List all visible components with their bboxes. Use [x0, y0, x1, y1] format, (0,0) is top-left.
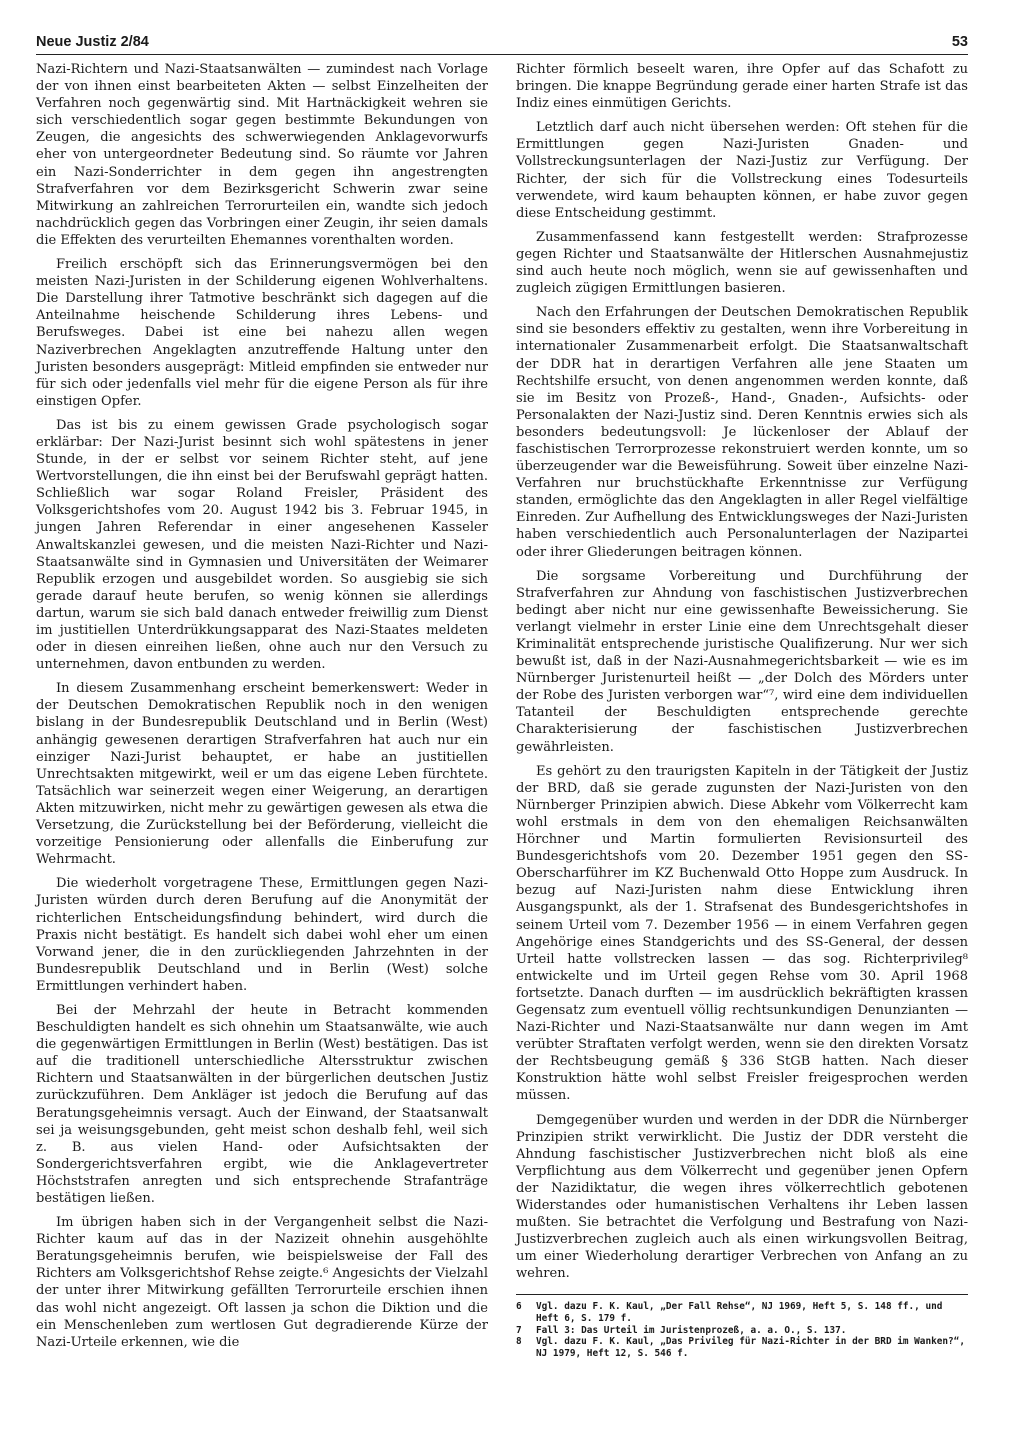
paragraph: Letztlich darf auch nicht übersehen werden: Oft stehen für die Ermittlungen gegen Nazi-Juristen Gnaden- und Vollstreckungsunterlagen der Nazi-Justiz zur Verfügung. Der Richter, der sich für die Vollstreckung eines Todesurteils verwendete, wird kaum behaupten können, er habe zuvor gegen diese Entscheidung gestimmt. — [516, 120, 968, 221]
paragraph: Es gehört zu den traurigsten Kapiteln in der Tätigkeit der Justiz der BRD, daß sie gerade zugunsten der Nazi-Juristen von den Nürnberger Prinzipien abwich. Diese Abkehr vom Völkerrecht kam wohl erstmals in dem von den ehemaligen Reichsanwälten Hörchner und Martin formulierten Revisionsurteil des Bundesgerichtshofs vom 20. Dezember 1951 gegen den SS-Oberscharführer im KZ Buchenwald Otto Hoppe zum Ausdruck. In bezug auf Nazi-Juristen nahm diese Entwicklung ihren Ausgangspunkt, als der 1. Strafsenat des Bundesgerichtshofes in seinem Urteil vom 7. Dezember 1956 — in einem Verfahren gegen Angehörige eines Standgerichts und des SS-General, der dessen Urteil hatte vollstrecken lassen — das sog. Richterprivileg⁸ entwickelte und im Urteil gegen Rehse vom 30. April 1968 fortsetzte. Danach durften — im ausdrücklich bekräftigten krassen Gegensatz zum eventuell völlig rechtsunkundigen Denunzianten — Nazi-Richter und Nazi-Staatsanwälte nur dann wegen im Amt verübter Straftaten verfolgt werden, wenn sie den direkten Vorsatz der Rechtsbeugung gemäß § 336 StGB hatten. Nach dieser Konstruktion hätte wohl selbst Freisler freigesprochen werden müssen. — [516, 763, 968, 1104]
footnote-number: 8 — [516, 1336, 522, 1348]
paragraph: Zusammenfassend kann festgestellt werden: Strafprozesse gegen Richter und Staatsanwälte der Hitlerschen Ausnahmejustiz sind auch heute noch möglich, wenn sie auf gewissenhaften und zugleich zügigen Ermittlungen basieren. — [516, 229, 968, 297]
footnote-text: Vgl. dazu F. K. Kaul, „Das Privileg für Nazi-Richter in der BRD im Wanken?“, NJ 1979, Heft 12, S. 546 f. — [536, 1336, 965, 1359]
paragraph: Das ist bis zu einem gewissen Grade psychologisch sogar erklärbar: Der Nazi-Jurist besinnt sich wohl spätestens in jener Stunde, in der er selbst vor seinem Richter steht, auf jene Wertvorstellungen, die ihn einst bei der Berufswahl geprägt hatten. Schließlich war sogar Roland Freisler, Präsident des Volksgerichtshofes vom 20. August 1942 bis 3. Februar 1945, in jungen Jahren Referendar in einer angesehenen Kasseler Anwaltskanzlei gewesen, und die meisten Nazi-Richter und Nazi-Staatsanwälte sind in Gymnasien und Universitäten der Weimarer Republik erzogen und ausgebildet worden. So ausgiebig sie sich gerade darauf heute berufen, so wenig können sie allerdings dartun, warum sie sich bald danach entweder freiwillig zum Dienst im justitiellen Unterdrükkungsapparat des Nazi-Staates meldeten oder in diesen einreihen ließen, ohne auch nur den Versuch zu unternehmen, davon entbunden zu werden. — [36, 417, 488, 673]
paragraph: Nach den Erfahrungen der Deutschen Demokratischen Republik sind sie besonders effektiv zu gestalten, wenn ihre Vorbereitung in internationaler Zusammenarbeit erfolgt. Die Staatsanwaltschaft der DDR hat in derartigen Verfahren alle jene Staaten um Rechtshilfe ersucht, von denen angenommen werden konnte, daß sie im Besitz von Prozeß-, Hand-, Gnaden-, Aufsichts- oder Personalakten der Nazi-Justiz sind. Deren Kenntnis erwies sich als besonders bedeutungsvoll: Je lückenloser der Ablauf der faschistischen Terrorprozesse rekonstruiert werden konnte, um so überzeugender war die Beweisführung. Soweit über einzelne Nazi-Verfahren nur bruchstückhafte Erkenntnisse zur Verfügung standen, ermöglichte das den Angeklagten in aller Regel vielfältige Einreden. Zur Aufhellung des Entwicklungsweges der Nazi-Juristen haben verschiedentlich auch Personalunterlagen der Nazipartei oder ihrer Gliederungen beitragen können. — [516, 305, 968, 560]
page-number: 53 — [951, 34, 968, 50]
paragraph: Freilich erschöpft sich das Erinnerungsvermögen bei den meisten Nazi-Juristen in der Schilderung eigenen Wohlverhaltens. Die Darstellung ihrer Tatmotive beschränkt sich dagegen auf die Anteilnahme heischende Schilderung ihres Lebens- und Berufsweges. Dabei ist eine bei nahezu allen wegen Naziverbrechen Angeklagten anzutreffende Haltung unter den Juristen besonders ausgeprägt: Mitleid empfinden sie entweder nur für sich oder jedenfalls viel mehr für die eigene Person als für ihre einstigen Opfer. — [36, 257, 488, 409]
right-column — [516, 61, 968, 1359]
running-header — [36, 28, 968, 50]
paragraph: Die sorgsame Vorbereitung und Durchführung der Strafverfahren zur Ahndung von faschistischen Justizverbrechen bedingt aber nicht nur eine gewissenhafte Beweissicherung. Sie verlangt vielmehr in erster Linie eine dem Unrechtsgehalt dieser Kriminalität entsprechende juristische Qualifizerung. Nur wer sich bewußt ist, daß in der Nazi-Ausnahmegerichtsbarkeit — wie es im Nürnberger Juristenurteil heißt — „der Dolch des Mörders unter der Robe des Juristen verborgen war“⁷, wird eine dem individuellen Tatanteil der Beschuldigten entsprechende gerechte Charakterisierung der faschistischen Justizverbrechen gewährleisten. — [516, 568, 968, 755]
header-rule — [36, 54, 968, 55]
paragraph: Richter förmlich beseelt waren, ihre Opfer auf das Schafott zu bringen. Die knappe Begründung gerade einer harten Strafe ist das Indiz eines einmütigen Gerichts. — [516, 62, 968, 112]
footnote-number: 7 — [516, 1324, 522, 1336]
text-columns — [36, 61, 968, 1359]
paragraph: Im übrigen haben sich in der Vergangenheit selbst die Nazi-Richter kaum auf das in der Nazizeit ohnehin ausgehöhlte Beratungsgeheimnis berufen, wie beispielsweise der Fall des Richters am Volksgerichtshof Rehse zeigte.⁶ Angesichts der Vielzahl der unter ihrer Mitwirkung gefällten Terrorurteile erschien ihnen das wohl nicht angezeigt. Oft lassen ja schon die Diktion und die ein Menschenleben zum wertlosen Gut degradierende Kürze der Nazi-Urteile erkennen, wie die — [36, 1215, 488, 1350]
paragraph: Demgegenüber wurden und werden in der DDR die Nürnberger Prinzipien strikt verwirklicht. Die Justiz der DDR versteht die Ahndung faschistischer Justizverbrechen nicht bloß als eine Verpflichtung aus dem Völkerrecht und gegenüber jenen Opfern der Nazidiktatur, die wegen ihres völkerrechtlich gebotenen Widerstandes oder humanistischen Verhaltens ihr Leben lassen mußten. Sie betrachtet die Verfolgung und Bestrafung von Nazi-Justizverbrechen zugleich auch als einen wirkungsvollen Beitrag, um einer Wiederholung derartiger Verbrechen von Anfang an zu wehren. — [516, 1112, 968, 1282]
left-column — [36, 61, 488, 1359]
page — [36, 28, 968, 1418]
paragraph: Nazi-Richtern und Nazi-Staatsanwälten — zumindest nach Vorlage der von ihnen einst bearbeiteten Akten — selbst Einzelheiten der Verfahren noch gegenwärtig sind. Mit Hartnäckigkeit wehren sie sich verschiedentlich sogar gegen bestimmte Bekundungen von Zeugen, die angesichts des schwerwiegenden Anklagevorwurfs eher von untergeordneter Bedeutung sind. So räumte vor Jahren ein Nazi-Sonderrichter in dem gegen ihn angestrengten Strafverfahren vor dem Bezirksgericht Schwerin zwar seine Mitwirkung an zahlreichen Terrorurteilen ein, wandte sich jedoch nachdrücklich gegen das Vorbringen einer Zeugin, ihr seien damals die Effekten des verurteilten Ehemannes vorenthalten worden. — [36, 62, 488, 248]
footnote — [516, 1301, 968, 1324]
footnotes — [516, 1301, 968, 1359]
paragraph: Bei der Mehrzahl der heute in Betracht kommenden Beschuldigten handelt es sich ohnehin um Staatsanwälte, wie auch die gegenwärtigen Ermittlungen in Berlin (West) bestätigen. Das ist auf die traditionell unterschiedliche Altersstruktur zwischen Richtern und Staatsanwälten in der bürgerlichen deutschen Justiz zurückzuführen. Dem Ankläger ist jedoch die Berufung auf das Beratungsgeheimnis versagt. Auch der Einwand, der Staatsanwalt sei ja weisungsgebunden, geht meist schon deshalb fehl, weil sich z. B. aus vielen Hand- oder Aufsichtsakten der Sondergerichtsverfahren ergibt, wie die Anklagevertreter Höchststrafen anregten und sich entsprechende Strafanträge bestätigen ließen. — [36, 1002, 488, 1206]
footnote-rule — [516, 1294, 968, 1295]
footnote-text: Fall 3: Das Urteil im Juristenprozeß, a. a. O., S. 137. — [536, 1324, 847, 1336]
paragraph: Die wiederholt vorgetragene These, Ermittlungen gegen Nazi-Juristen würden durch deren Berufung auf die Anonymität der richterlichen Entscheidungsfindung behindert, wird durch die Praxis nicht bestätigt. Es handelt sich dabei wohl eher um einen Vorwand jener, die in den zurückliegenden Jahrzehnten in der Bundesrepublik Deutschland und in Berlin (West) solche Ermittlungen verhindert haben. — [36, 876, 488, 994]
footnote-text: Vgl. dazu F. K. Kaul, „Der Fall Rehse“, NJ 1969, Heft 5, S. 148 ff., und Heft 6, S. 179 f. — [536, 1301, 943, 1325]
footnote — [516, 1336, 968, 1359]
paragraph: In diesem Zusammenhang erscheint bemerkenswert: Weder in der Deutschen Demokratischen Republik noch in den wenigen bislang in der Bundesrepublik Deutschland und in Berlin (West) anhängig gewesenen derartigen Strafverfahren hat auch nur ein einziger Nazi-Jurist behauptet, er habe an justitiellen Unrechtsakten mitgewirkt, weil er um das eigene Leben fürchtete. Tatsächlich war seinerzeit wegen einer Weigerung, an derartigen Akten mitzuwirken, nicht mehr zu gewärtigen gewesen als etwa die Versetzung, die Zurückstellung bei der Beförderung, vielleicht die vorzeitige Pensionierung oder allenfalls die Einberufung zur Wehrmacht. — [36, 681, 488, 868]
journal-title: Neue Justiz 2/84 — [36, 34, 149, 50]
footnote-number: 6 — [516, 1301, 522, 1313]
footnote — [516, 1325, 968, 1337]
